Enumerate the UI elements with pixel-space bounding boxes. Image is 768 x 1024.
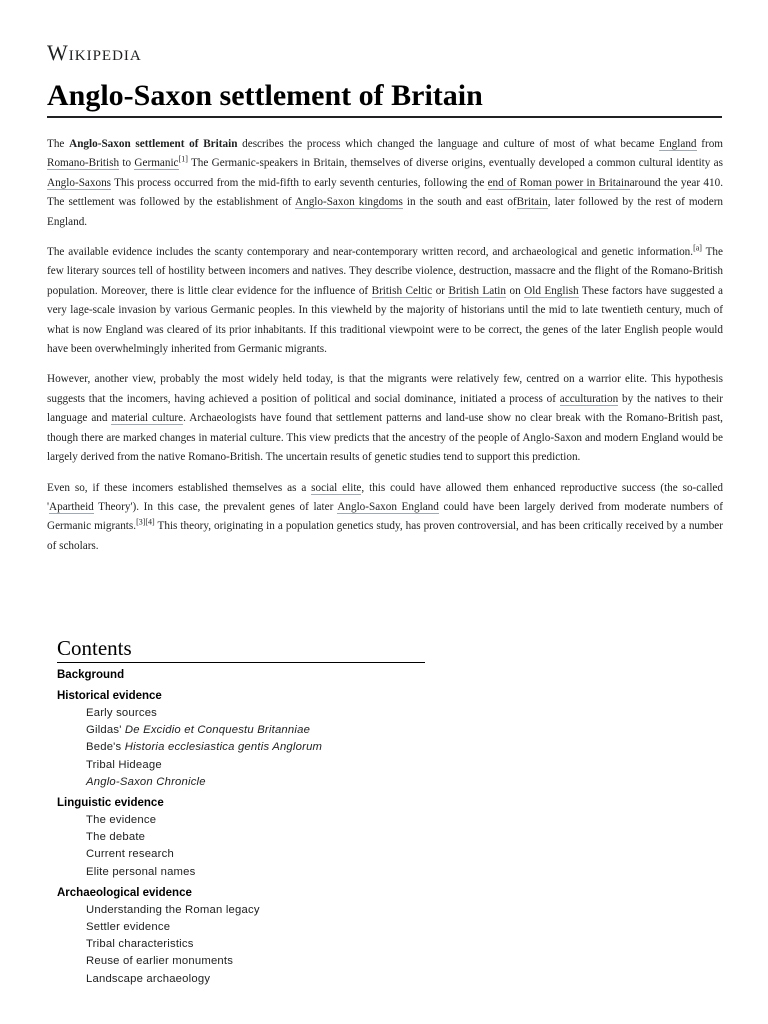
toc-subsection-link[interactable]	[86, 902, 425, 919]
text-run: The Germanic-speakers in Britain, themselves of diverse origins, eventually developed a common cultural identity as	[187, 157, 723, 170]
text-run: This process occurred from the mid-fifth to early seventh centuries, following the	[111, 176, 488, 189]
toc-list	[57, 667, 425, 988]
text-run: Current research	[86, 848, 174, 861]
text-run: This theory, originating in a population genetics study, has proven controversial, and has been critically received by a number of scholars.	[47, 520, 723, 552]
wiki-link[interactable]: Romano-British	[47, 157, 120, 170]
wiki-link[interactable]: Britain	[516, 196, 548, 209]
text-run: on	[506, 284, 525, 297]
text-run: These factors have suggested a very lage-scale invasion by various Germanic peoples. In this viewheld by the majority of historians until the mid to late twentieth century, much of what is now England was cleared of its prior inhabitants. If this traditional viewpoint were to be correct, the genes of the later English people would have been overwhelmingly inherited from Germanic migrants.	[47, 284, 724, 356]
toc-subsection-link[interactable]	[86, 829, 425, 846]
toc-section-link[interactable]: Background	[57, 669, 125, 681]
text-run: The	[47, 138, 70, 150]
text-run: or	[432, 284, 449, 297]
toc-subsection-link[interactable]	[86, 722, 425, 739]
toc-subsection-link[interactable]	[86, 739, 425, 756]
text-run: , later followed by the rest of modern England.	[47, 196, 724, 228]
text-run: from	[696, 138, 723, 150]
text-run: describes the process which changed the language and culture of most of what became	[237, 138, 660, 150]
citation-marker[interactable]: [a]	[693, 243, 702, 253]
citation-marker[interactable]: [1]	[178, 154, 188, 164]
wiki-link[interactable]: British Celtic	[371, 284, 433, 297]
wiki-link[interactable]: England	[659, 138, 697, 150]
toc-section-link[interactable]: Historical evidence	[57, 690, 162, 702]
wiki-link[interactable]: end of Roman power in Britain	[487, 176, 630, 189]
italic-text: Historia ecclesiastica gentis Anglorum	[124, 741, 323, 754]
toc-subsection-list	[57, 812, 425, 881]
toc-section	[57, 667, 425, 684]
toc-subsection-link[interactable]	[86, 757, 425, 774]
text-run: around the year 410. The settlement was followed by the establishment of	[47, 176, 723, 209]
toc-section	[57, 885, 425, 988]
citation-marker[interactable]: [3][4]	[136, 517, 155, 527]
italic-text: De Excidio et Conquestu Britanniae	[124, 724, 311, 737]
text-run: Even so, if these incomers established themselves as a	[47, 481, 312, 494]
toc-section	[57, 688, 425, 791]
text-run: in the south and east of	[402, 196, 517, 209]
paragraph-2	[47, 243, 723, 359]
contents-heading: Contents	[57, 634, 425, 663]
text-run: Reuse of earlier monuments	[86, 955, 234, 968]
text-run: Early sources	[86, 707, 158, 719]
text-run: The debate	[86, 831, 146, 844]
toc-subsection-link[interactable]	[86, 774, 425, 791]
wiki-link[interactable]: Old English	[524, 284, 579, 297]
wiki-link[interactable]: acculturation	[559, 392, 619, 405]
toc-subsection-link[interactable]	[86, 936, 425, 953]
bold-text: Anglo-Saxon settlement of Britain	[69, 138, 238, 150]
paragraph-4	[47, 479, 723, 557]
toc-section-link[interactable]: Linguistic evidence	[57, 797, 164, 810]
page-title: Anglo-Saxon settlement of Britain	[47, 78, 722, 118]
article-body	[47, 135, 723, 567]
toc-subsection-list	[57, 705, 425, 791]
wiki-link[interactable]: Germanic	[134, 157, 179, 170]
text-run: The available evidence includes the scanty contemporary and near-contemporary written record, and archaeological and genetic information.	[47, 246, 694, 259]
toc-subsection-link[interactable]	[86, 812, 425, 829]
text-run: Elite personal names	[86, 865, 196, 878]
wiki-link[interactable]: material culture	[111, 412, 184, 425]
paragraph-1	[47, 135, 723, 232]
text-run: The evidence	[86, 814, 157, 827]
toc-section	[57, 795, 425, 881]
text-run: Tribal characteristics	[86, 938, 194, 951]
text-run: . Archaeologists have found that settlement patterns and land-use show no clear break with the Romano-British past, though there are marked changes in material culture. This view predicts that the ancestry of the people of Anglo-Saxon and modern England would be largely derived from the native Romano-British. The uncertain results of genetic studies tend to support this prediction.	[47, 412, 723, 464]
wikipedia-wordmark[interactable]: Wikipedia	[47, 40, 142, 65]
text-run: to	[119, 157, 135, 170]
toc-subsection-link[interactable]	[86, 953, 425, 970]
text-run: Gildas'	[86, 724, 125, 737]
text-run: Understanding the Roman legacy	[86, 903, 260, 916]
wiki-link[interactable]: social elite	[311, 481, 362, 494]
toc-subsection-link[interactable]	[86, 846, 425, 863]
wiki-link[interactable]: Anglo-Saxon England	[337, 500, 439, 513]
text-run: Tribal Hideage	[86, 758, 162, 771]
text-run: However, another view, probably the most widely held today, is that the migrants were relatively few, centred on a warrior elite. This hypothesis suggests that the incomers, having achieved a position of political and social dominance, initiated a process of	[47, 373, 723, 405]
wiki-link[interactable]: Apartheid	[49, 500, 94, 513]
toc-section-link[interactable]: Archaeological evidence	[57, 886, 192, 899]
text-run: Landscape archaeology	[86, 972, 211, 985]
text-run: could have been largely derived from moderate numbers of Germanic migrants.	[47, 500, 723, 533]
text-run: Bede's	[86, 741, 125, 754]
text-run: by the natives to their language and	[47, 392, 723, 425]
wiki-link[interactable]: Anglo-Saxon kingdoms	[295, 196, 403, 209]
text-run: , this could have allowed them enhanced reproductive success (the so-called '	[47, 481, 723, 513]
toc-subsection-link[interactable]	[86, 705, 425, 722]
toc-subsection-link[interactable]	[86, 864, 425, 881]
toc-subsection-list	[57, 902, 425, 988]
text-run: The few literary sources tell of hostility between incomers and natives. They describe violence, destruction, massacre and the flight of the Romano-British population. Moreover, there is little clear evidence for the influence of	[47, 246, 723, 297]
toc-subsection-link[interactable]	[86, 971, 425, 988]
italic-text: Anglo-Saxon Chronicle	[86, 775, 206, 788]
table-of-contents	[57, 634, 425, 988]
wiki-link[interactable]: Anglo-Saxons	[47, 176, 112, 189]
paragraph-3	[47, 370, 723, 467]
toc-subsection-link[interactable]	[86, 919, 425, 936]
wiki-link[interactable]: British Latin	[448, 284, 507, 297]
text-run: Settler evidence	[86, 921, 171, 934]
text-run: Theory'). In this case, the prevalent genes of later	[93, 500, 338, 513]
